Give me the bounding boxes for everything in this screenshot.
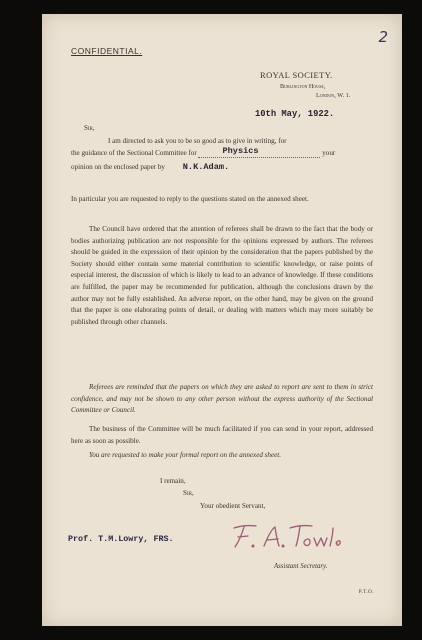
paragraph-5-text: You are requested to make your formal report on the annexed sheet. [89,451,282,459]
paragraph-confidence-reminder [71,382,373,417]
address-line-2: London, W. 1. [316,92,351,99]
paragraph-formal-report [71,450,373,462]
paragraph-4-text: The business of the Committee will be much facilitated if you can send in your report, addressed here as soon as possible. [71,425,373,445]
handwritten-signature [226,516,344,554]
paragraph-annexed-questions [71,194,373,206]
paragraph-3-text: Referees are reminded that the papers on which they are asked to report are sent to them in strict confidence, and may not be shown to any other person without the express authority of the Sectional Committee or Council. [71,383,373,415]
committee-blank [198,146,320,158]
request-line-2 [71,146,336,158]
paragraph-1-text: In particular you are requested to reply to the questions stated on the annexed sheet. [71,195,309,203]
org-name: ROYAL SOCIETY. [260,70,333,80]
paragraph-2-text: The Council have ordered that the attention of referees shall be drawn to the fact that the body or bodies authorizing publication are not responsible for the opinions expressed by authors. The referees should be guided in the expression of their opinion by the consideration that the papers published by the Society should either contain some material contribution to scientific knowledge, or raise points of especial interest, the discussion of which is likely to lead to an advance of knowledge. If these conditions are fulfilled, the paper may be recommended for publication, although the conclusions drawn by the author may not be fully established. An adverse report, on the other hand, may be given on the ground that the paper is one elaborating points of detail, or dealing with matters which may more suitably be published through other channels. [71,225,373,326]
paper-author: N.K.Adam. [182,162,230,172]
closing-remain: I remain, [160,477,186,485]
paragraph-council-order [71,224,373,328]
letter-date: 10th May, 1922. [255,109,335,119]
address-line-1: Burlington House, [280,83,326,90]
paragraph-report-request [71,424,373,447]
request-line-3-text: opinion on the enclosed paper by [71,163,165,171]
committee-name: Physics [222,146,259,156]
salutation: Sir, [84,124,95,132]
confidential-heading: CONFIDENTIAL. [71,46,143,56]
signatory-title: Assistant Secretary. [274,563,328,570]
request-line-1: I am directed to ask you to be so good as to give in writing, for [108,137,287,145]
letter-page [42,14,402,626]
request-line-3 [71,162,229,172]
pto-note: P.T.O. [358,590,374,595]
recipient-name: Prof. T.M.Lowry, FRS. [68,534,174,544]
request-line-2-end: your [322,149,336,157]
page-number: 2 [378,28,388,46]
closing-sir: Sir, [183,489,194,497]
request-line-2-text: the guidance of the Sectional Committee for [71,149,197,157]
closing-servant: Your obedient Servant, [200,502,266,510]
